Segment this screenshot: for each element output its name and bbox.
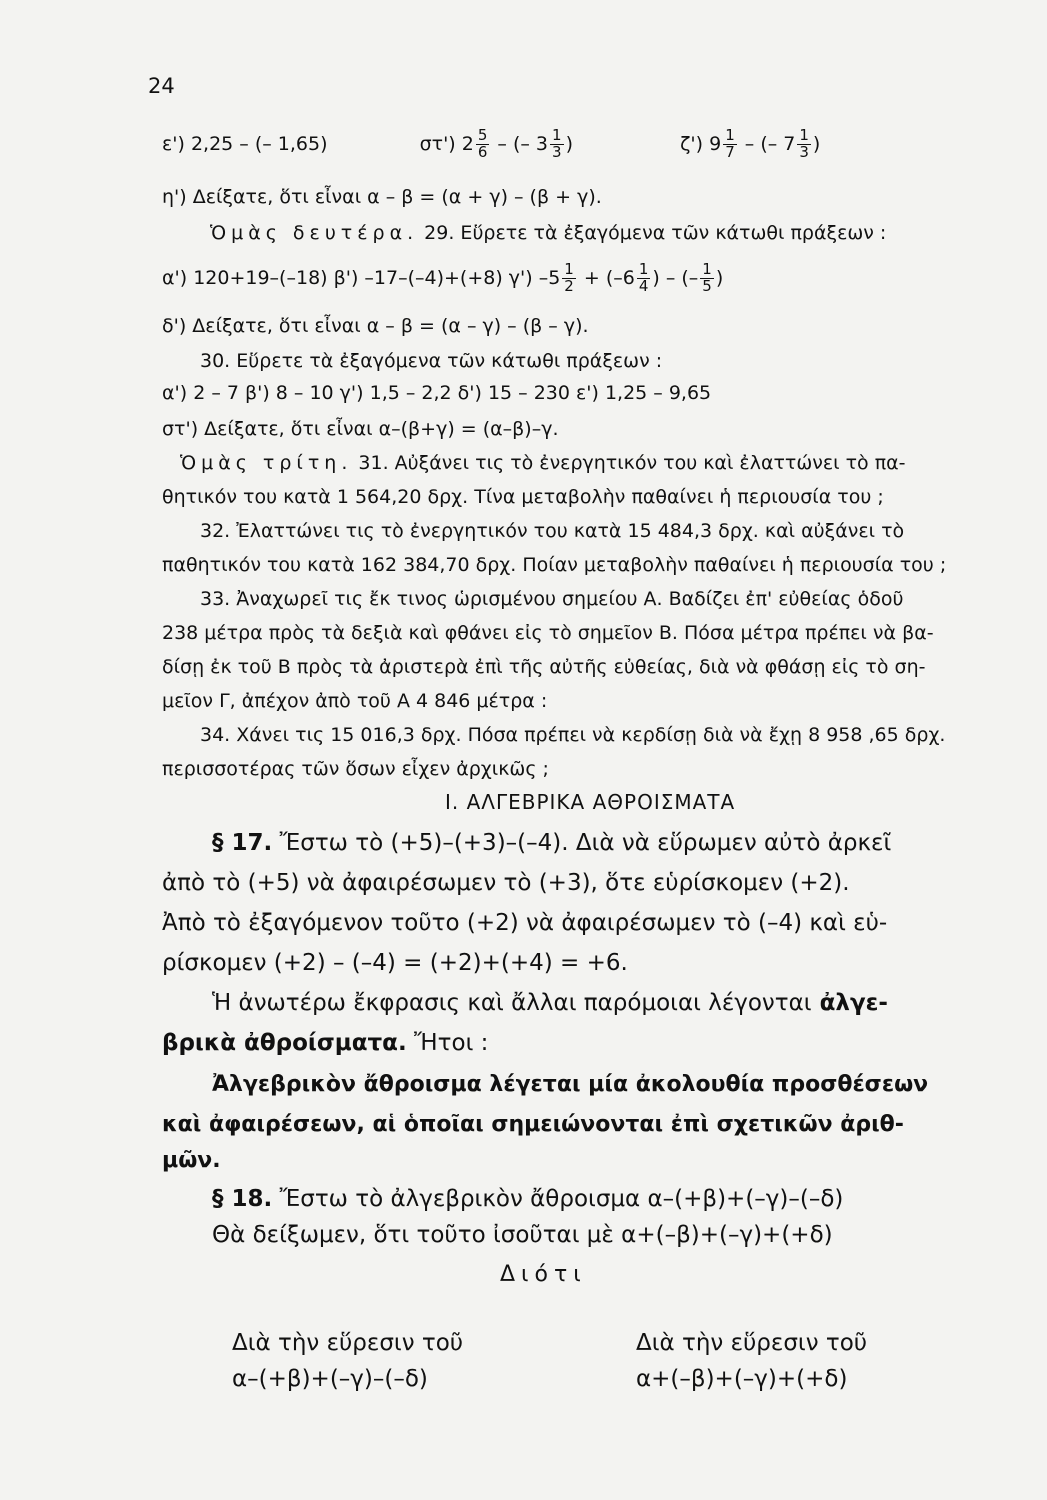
exercise-line-13: 33. Ἀναχωρεῖ τις ἔκ τινος ὡρισμένου σημείου Α. Βαδίζει ἐπ' εὐθείας ὁδοῦ	[200, 588, 904, 610]
exercise-line-7: α') 2 – 7 β') 8 – 10 γ') 1,5 – 2,2 δ') 15 – 230 ε') 1,25 – 9,65	[162, 382, 712, 404]
fraction: $\frac{1}{4}$	[638, 260, 649, 295]
fraction: $\frac{1}{5}$	[702, 260, 712, 295]
paragraph-17-line-4: ρίσκομεν (+2) – (–4) = (+2)+(+4) = +6.	[162, 950, 628, 976]
paragraph-18-line-2: Θὰ δείξωμεν, ὅτι τοῦτο ἰσοῦται μὲ α+(–β)+(–γ)+(+δ)	[212, 1222, 833, 1248]
definition-line-2: καὶ ἀφαιρέσεων, αἱ ὁποῖαι σημειώνονται ἐπὶ σχετικῶν ἀριθ-	[162, 1112, 904, 1137]
fraction: $\frac{1}{3}$	[799, 126, 809, 161]
paragraph-17-line-3: Ἀπὸ τὸ ἐξαγόμενον τοῦτο (+2) νὰ ἀφαιρέσωμεν τὸ (–4) καὶ εὑ-	[162, 910, 888, 936]
definition-line-3: μῶν.	[162, 1148, 221, 1173]
exercise-line-2: η') Δείξατε, ὅτι εἶναι α – β = (α + γ) – (β + γ).	[162, 186, 602, 208]
group-label: Ὁμὰς τρίτη.	[180, 452, 353, 474]
left-column-line-2: α–(+β)+(–γ)–(–δ)	[232, 1366, 428, 1392]
exercise-line-8: στ') Δείξατε, ὅτι εἶναι α–(β+γ) = (α–β)–γ.	[162, 418, 559, 440]
exercise-line-6: 30. Εὕρετε τὰ ἐξαγόμενα τῶν κάτωθι πράξεων :	[200, 350, 663, 372]
exercise-line-4: α') 120+19–(–18) β') –17–(–4)+(+8) γ') –5 $\frac{1}{2}$ + (–6 $\frac{1}{4}$ ) – (– $\frac{1}{5}$ )	[162, 260, 724, 295]
paragraph-17-line-5: Ἡ ἀνωτέρω ἔκφρασις καὶ ἄλλαι παρόμοιαι λέγονται ἀλγε-	[212, 990, 888, 1016]
exercise-line-11: 32. Ἐλαττώνει τις τὸ ἐνεργητικόν του κατὰ 15 484,3 δρχ. καὶ αὐξάνει τὸ	[200, 520, 905, 542]
exercise-e: ε') 2,25 – (– 1,65)	[162, 132, 328, 155]
fraction: $\frac{1}{3}$	[552, 126, 562, 161]
fraction: $\frac{1}{7}$	[725, 126, 735, 161]
page-number: 24	[148, 74, 175, 98]
exercise-line-5: δ') Δείξατε, ὅτι εἶναι α – β = (α – γ) – (β – γ).	[162, 315, 589, 337]
exercise-line-17: 34. Χάνει τις 15 016,3 δρχ. Πόσα πρέπει νὰ κερδίσῃ διὰ νὰ ἔχῃ 8 958 ,65 δρχ.	[200, 724, 946, 746]
right-column-line-1: Διὰ τὴν εὕρεσιν τοῦ	[636, 1330, 868, 1356]
exercise-line-18: περισσοτέρας τῶν ὅσων εἶχεν ἀρχικῶς ;	[162, 758, 549, 780]
fraction: $\frac{5}{6}$	[477, 126, 488, 161]
left-column-line-1: Διὰ τὴν εὕρεσιν τοῦ	[232, 1330, 464, 1356]
exercise-line-10: θητικόν του κατὰ 1 564,20 δρχ. Τίνα μεταβολὴν παθαίνει ἡ περιουσία του ;	[162, 486, 884, 508]
exercise-line-15: δίσῃ ἐκ τοῦ Β πρὸς τὰ ἀριστερὰ ἐπὶ τῆς αὐτῆς εὐθείας, διὰ νὰ φθάσῃ εἰς τὸ ση-	[162, 656, 926, 678]
section-mark: § 17.	[212, 830, 273, 856]
right-column-line-2: α+(–β)+(–γ)+(+δ)	[636, 1366, 848, 1392]
exercise-group-3-heading: Ὁμὰς τρίτη. 31. Αὐξάνει τις τὸ ἐνεργητικόν του καὶ ἐλαττώνει τὸ πα-	[180, 452, 906, 474]
paragraph-17-line-2: ἀπὸ τὸ (+5) νὰ ἀφαιρέσωμεν τὸ (+3), ὅτε εὑρίσκομεν (+2).	[162, 870, 850, 896]
definition-line-1: Ἀλγεβρικὸν ἄθροισμα λέγεται μία ἀκολουθία προσθέσεων	[212, 1072, 929, 1097]
exercise-group-2-heading: Ὁμὰς δευτέρα. 29. Εὕρετε τὰ ἐξαγόμενα τῶν κάτωθι πράξεων :	[210, 222, 887, 244]
group-label: Ὁμὰς δευτέρα.	[210, 222, 419, 244]
section-title: I. ΑΛΓΕΒΡΙΚΑ ΑΘΡΟΙΣΜΑΤΑ	[445, 790, 736, 814]
exercise-line-1: ε') 2,25 – (– 1,65) στ') 2 $\frac{5}{6}$ – (– 3 $\frac{1}{3}$ ) ζ') 9 $\frac{1}{7}$ – (– 7 $\frac{1}{3}$ )	[162, 126, 821, 161]
exercise-st-label: στ') 2	[419, 132, 474, 155]
paragraph-17-line-6: βρικὰ ἀθροίσματα. Ἤτοι :	[162, 1030, 489, 1056]
exercise-line-16: μεῖον Γ, ἀπέχον ἀπὸ τοῦ Α 4 846 μέτρα :	[162, 690, 548, 712]
paragraph-18-line-1: § 18. Ἔστω τὸ ἀλγεβρικὸν ἄθροισμα α–(+β)+(–γ)–(–δ)	[212, 1186, 844, 1212]
exercise-line-14: 238 μέτρα πρὸς τὰ δεξιὰ καὶ φθάνει εἰς τὸ σημεῖον Β. Πόσα μέτρα πρέπει νὰ βα-	[162, 622, 934, 644]
section-mark: § 18.	[212, 1186, 273, 1212]
fraction: $\frac{1}{2}$	[564, 260, 574, 295]
exercise-line-12: παθητικόν του κατὰ 162 384,70 δρχ. Ποίαν μεταβολὴν παθαίνει ἡ περιουσία του ;	[162, 554, 947, 576]
dioti-heading: Διότι	[500, 1262, 587, 1287]
exercise-z-label: ζ') 9	[680, 132, 722, 155]
paragraph-17-line-1: § 17. Ἔστω τὸ (+5)–(+3)–(–4). Διὰ νὰ εὕρωμεν αὐτὸ ἀρκεῖ	[212, 830, 892, 856]
